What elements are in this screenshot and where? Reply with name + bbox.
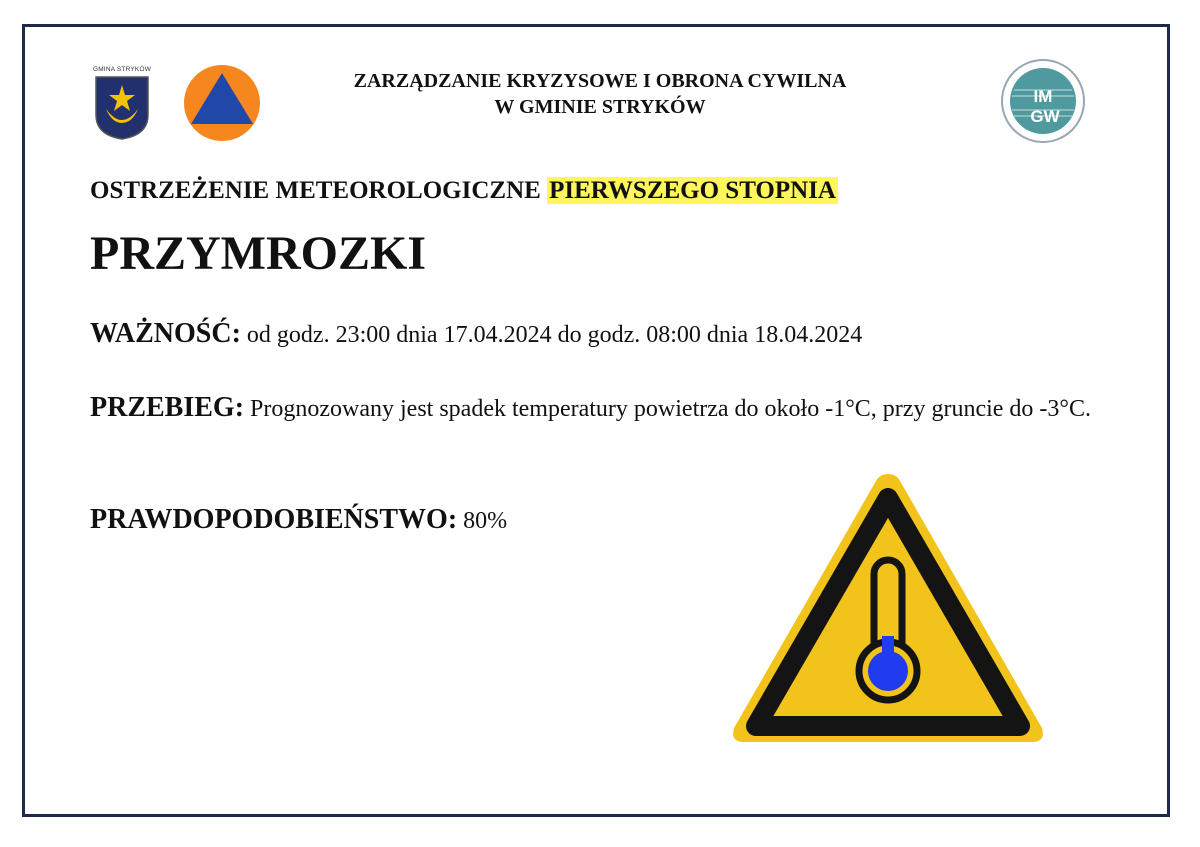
header-line-1: ZARZĄDZANIE KRYZYSOWE I OBRONA CYWILNA — [353, 70, 847, 92]
crest-caption: GMINA STRYKÓW — [92, 66, 152, 73]
civil-defence-icon — [183, 64, 261, 142]
frost-warning-sign-icon — [728, 470, 1048, 748]
validity-line — [90, 318, 862, 350]
probability-line — [90, 504, 507, 536]
warning-prefix: OSTRZEŻENIE METEOROLOGICZNE — [90, 177, 548, 204]
course-paragraph — [90, 383, 1106, 434]
validity-label: WAŻNOŚĆ: — [90, 318, 241, 349]
header-line-2: W GMINIE STRYKÓW — [494, 96, 706, 118]
course-text: Prognozowany jest spadek temperatury powietrza do około -1°C, przy gruncie do -3°C. — [244, 396, 1092, 422]
course-label: PRZEBIEG: — [90, 392, 245, 423]
warning-title: PRZYMROZKI — [90, 227, 426, 280]
warning-level-line — [90, 177, 838, 205]
probability-label: PRAWDOPODOBIEŃSTWO: — [90, 504, 458, 535]
probability-value: 80% — [457, 508, 508, 534]
imgw-logo-bottom-text: GW — [1030, 107, 1060, 126]
validity-text: od godz. 23:00 dnia 17.04.2024 do godz. 08:00 dnia 18.04.2024 — [240, 322, 863, 348]
imgw-logo-icon — [1000, 58, 1086, 144]
imgw-logo-top-text: IM — [1033, 87, 1053, 106]
gmina-stryków-crest-icon — [92, 66, 152, 142]
warning-degree-highlight: PIERWSZEGO STOPNIA — [549, 177, 836, 204]
page-header — [280, 68, 920, 120]
